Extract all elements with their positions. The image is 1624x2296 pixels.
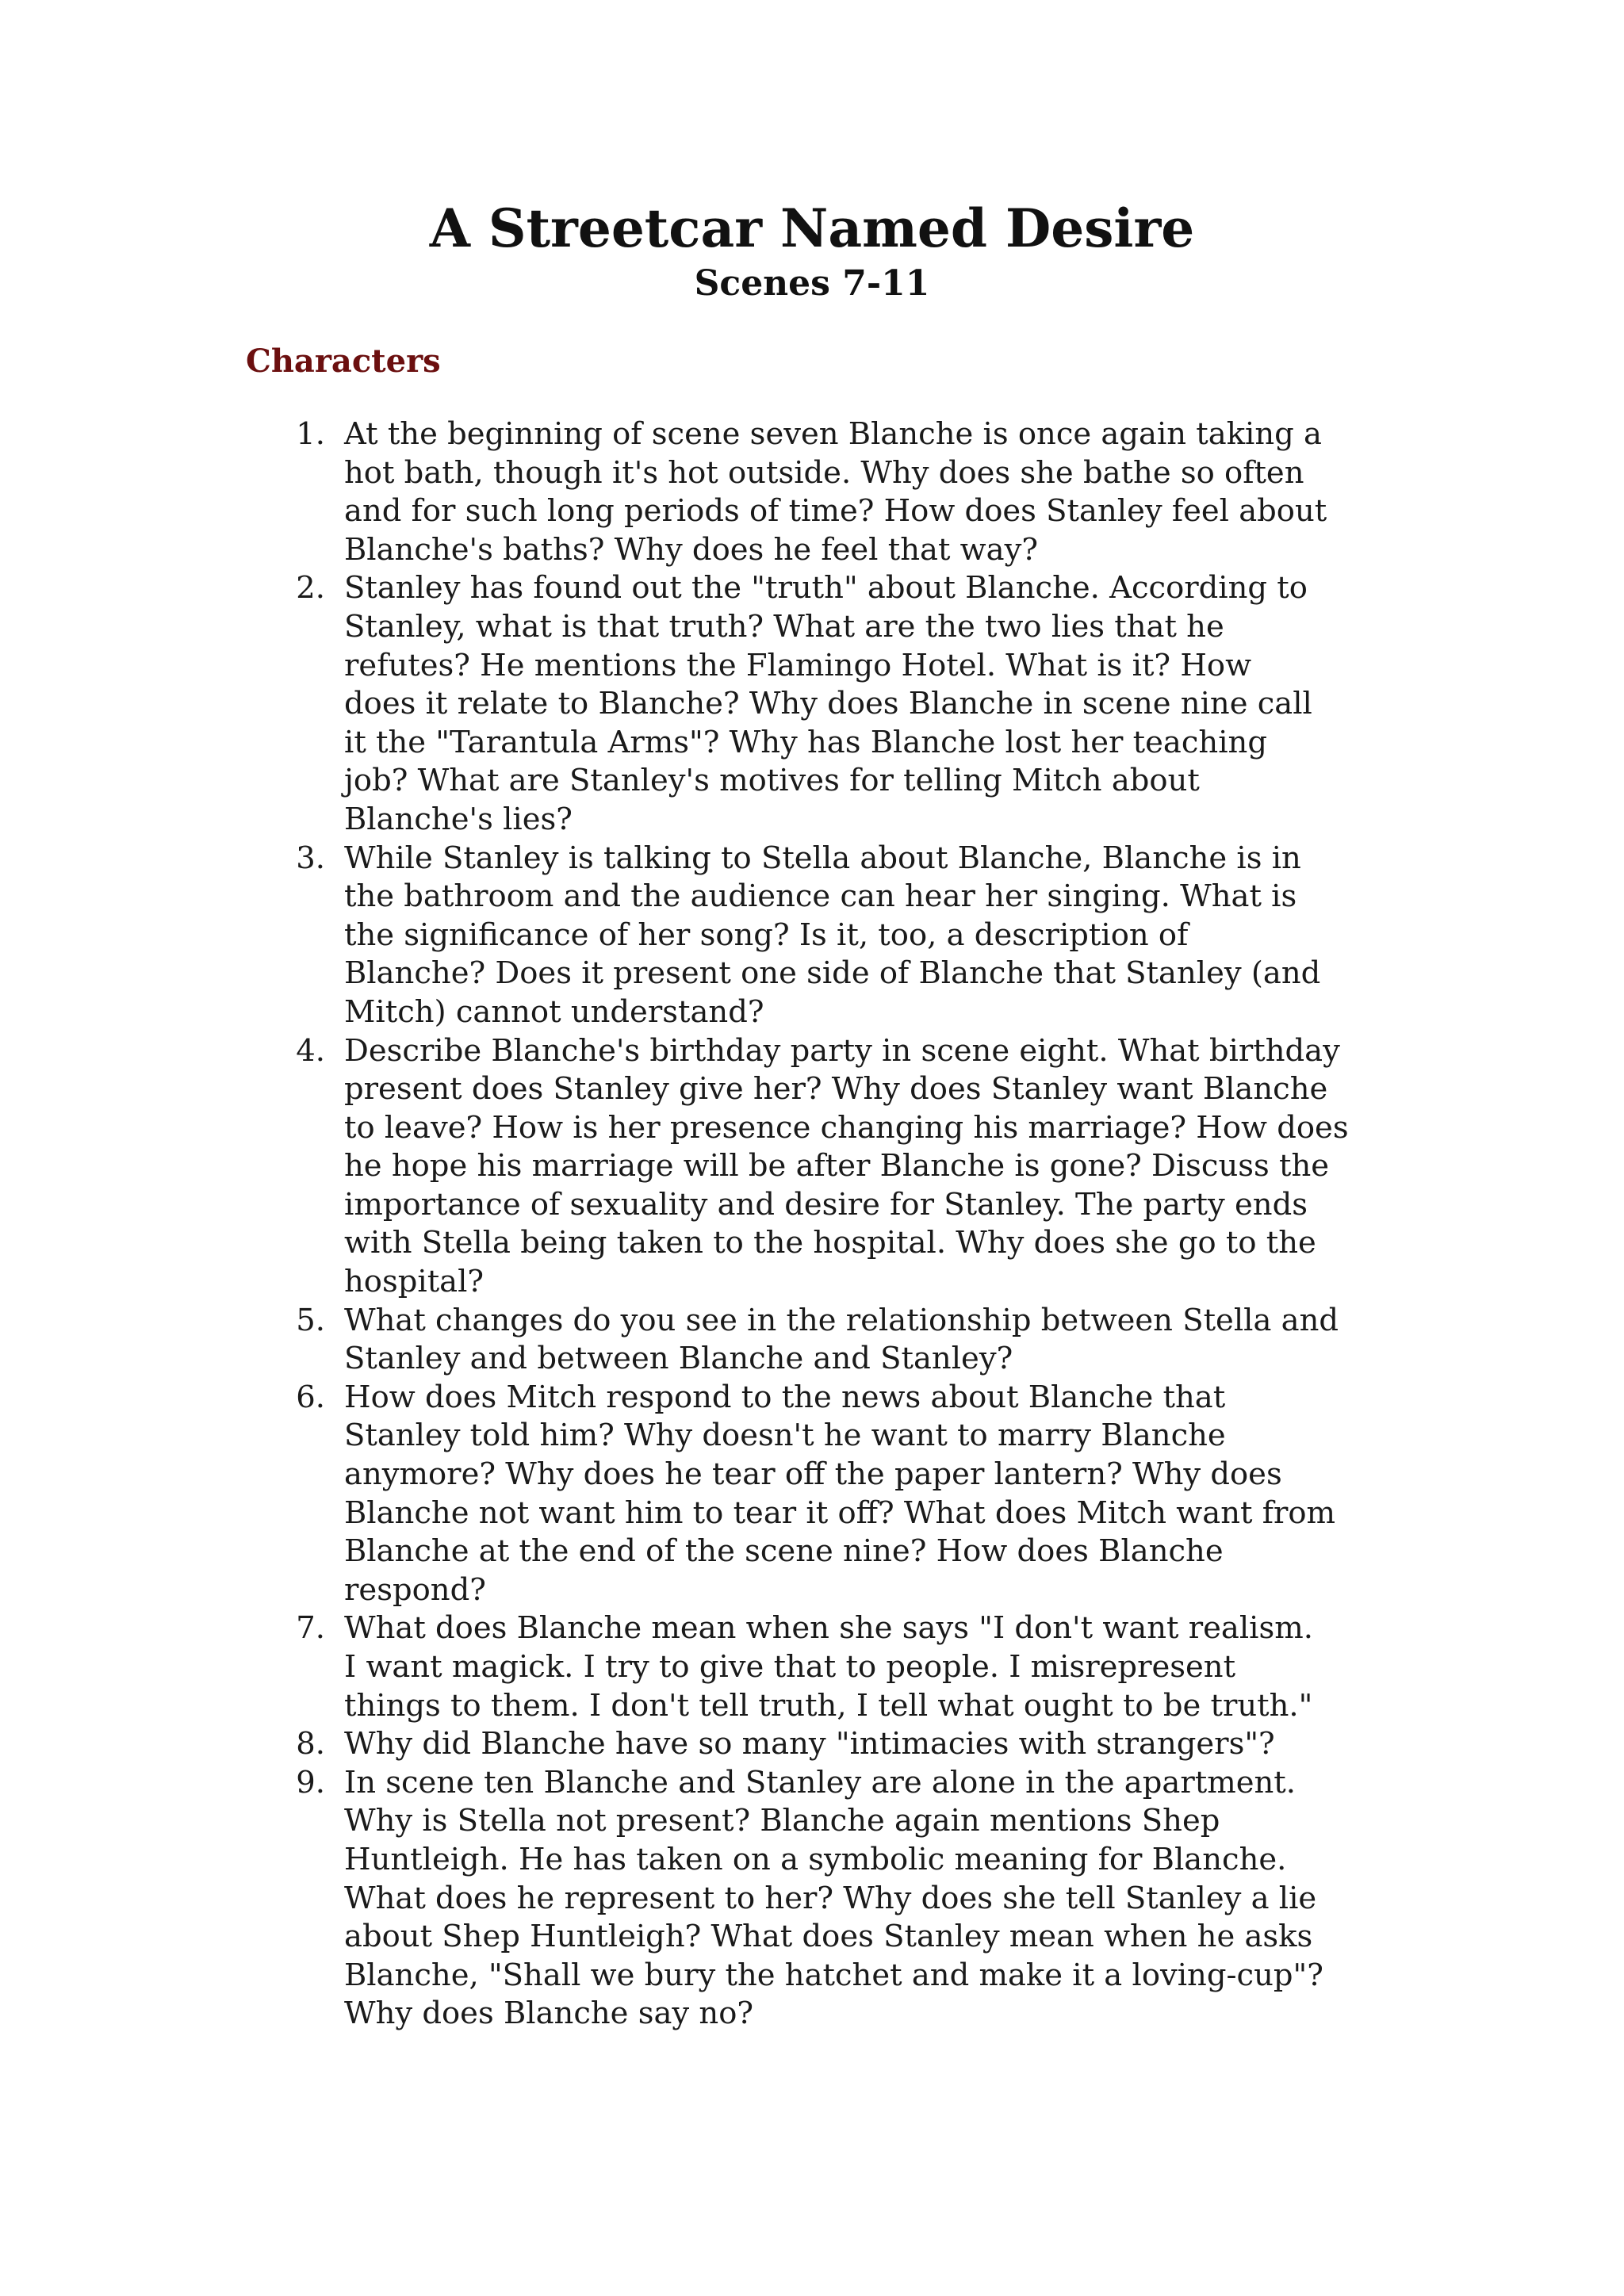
question-item [0,1032,1624,1302]
question-text: Stanley has found out the "truth" about Blanche. According to Stanley, what is that truth? What are the two lies that he refutes? He mentions the Flamingo Hotel. What is it? How does it relate to Blanche? Why does Blanche in scene nine call it the "Tarantula Arms"? Why has Blanche lost her teaching job? What are Stanley's motives for telling Mitch about Blanche's lies? [344,570,1312,837]
question-text: At the beginning of scene seven Blanche is once again taking a hot bath, though it's hot outside. Why does she bathe so often and for such long periods of time? How does Stanley feel about Blanche's baths? Why does he feel that way? [344,416,1327,568]
question-text: How does Mitch respond to the news about Blanche that Stanley told him? Why doesn't he want to marry Blanche anymore? Why does he tear off the paper lantern? Why does Blanche not want him to tear it off? What does Mitch want from Blanche at the end of the scene nine? How does Blanche respond? [344,1379,1336,1608]
question-text: While Stanley is talking to Stella about Blanche, Blanche is in the bathroom and the audience can hear her singing. What is the significance of her song? Is it, too, a description of Blanche? Does it present one side of Blanche that Stanley (and Mitch) cannot understand? [344,840,1321,1030]
document-title: A Streetcar Named Desire [429,197,1195,259]
question-text: What changes do you see in the relationship between Stella and Stanley and between Blanche and Stanley? [344,1302,1339,1377]
question-item [0,569,1624,839]
question-number: 3. [296,840,325,876]
question-item [0,1379,1624,1610]
question-number: 6. [296,1379,325,1415]
question-number: 5. [296,1302,325,1338]
question-number: 9. [296,1764,325,1800]
question-text: In scene ten Blanche and Stanley are alone in the apartment. Why is Stella not present? Blanche again mentions Shep Huntleigh. He has taken on a symbolic meaning for Blanche. What does he represent to her? Why does she tell Stanley a lie about Shep Huntleigh? What does Stanley mean when he asks Blanche, "Shall we bury the hatchet and make it a loving-cup"? Why does Blanche say no? [344,1764,1323,2032]
question-item [0,1725,1624,1764]
question-number: 4. [296,1032,325,1069]
question-number: 7. [296,1610,325,1647]
question-item [0,1764,1624,2034]
question-number: 1. [296,416,325,452]
question-text: Describe Blanche's birthday party in scene eight. What birthday present does Stanley give her? Why does Stanley want Blanche to leave? How is her presence changing his marriage? How does he hope his marriage will be after Blanche is gone? Discuss the importance of sexuality and desire for Stanley. The party ends with Stella being taken to the hospital. Why does she go to the hospital? [344,1032,1349,1300]
question-list [0,415,1624,2034]
document-subtitle: Scenes 7-11 [694,263,930,304]
question-text: Why did Blanche have so many "intimacies with strangers"? [344,1726,1275,1762]
question-number: 8. [296,1726,325,1762]
question-item [0,415,1624,569]
question-item [0,1609,1624,1725]
question-item [0,840,1624,1032]
question-text: What does Blanche mean when she says "I don't want realism. I want magick. I try to give that to people. I misrepresent things to them. I don't tell truth, I tell what ought to be truth." [344,1610,1313,1724]
section-heading-characters: Characters [246,342,441,380]
question-item [0,1302,1624,1379]
question-number: 2. [296,570,325,607]
